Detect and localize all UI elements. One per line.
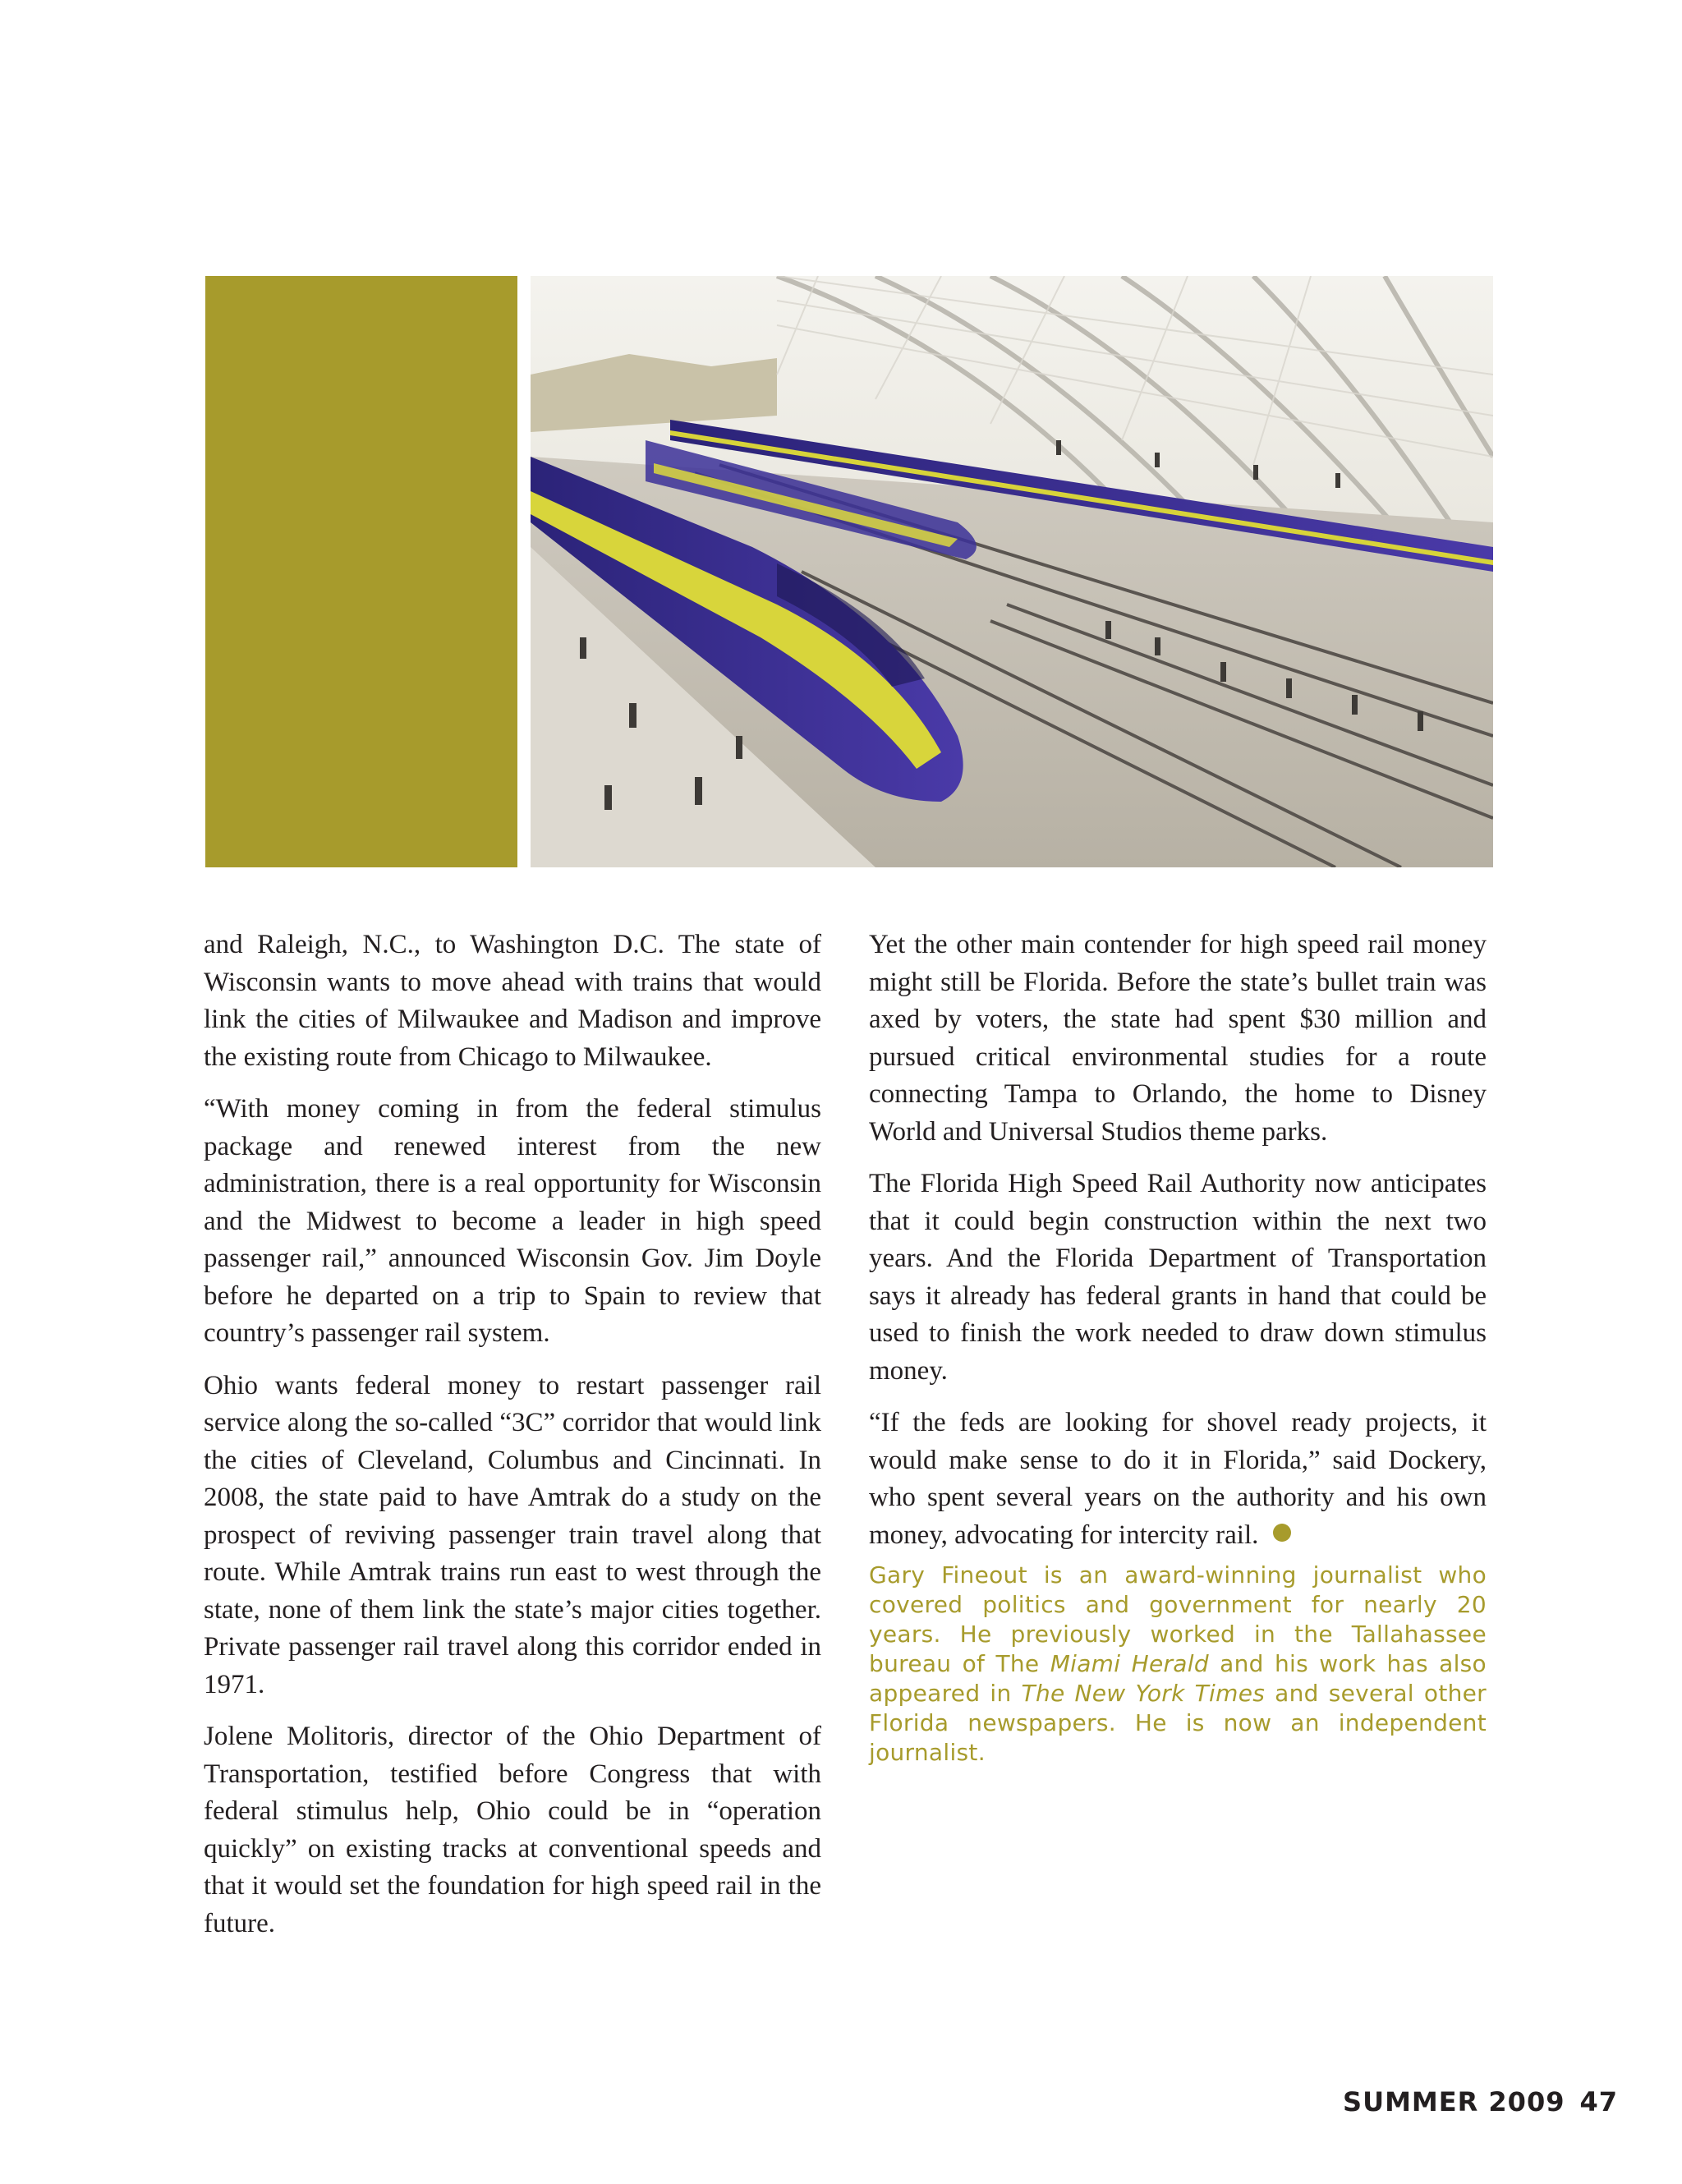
article-paragraph: The Florida High Speed Rail Authority now anticipates that it could begin construction within the next two years. And the Florida Department of Transportation says it already has federal grants in hand that could be used to finish the work needed to draw down stimulus money. — [869, 1169, 1487, 1386]
bio-text-2: and his work has also appeared in — [869, 1650, 1487, 1707]
bio-text-1: Gary Fineout is an award-winning journalist who covered politics and government for nearly 20 years. He previously worked in the Tallahassee bureau of The — [869, 1561, 1487, 1677]
article-paragraph-final — [869, 1405, 1487, 1554]
page-number: 47 — [1579, 2086, 1618, 2117]
article-column-right — [869, 926, 1487, 1768]
bio-italic-new-york-times: The New York Times — [1021, 1680, 1266, 1707]
bio-text-3: and several other Florida newspapers. He is now an independent journalist. — [869, 1680, 1487, 1766]
article-paragraph: Yet the other main contender for high speed rail money might still be Florida. Before the state’s bullet train was axed by voters, the state had spent $30 million and pursued critical environmental studies for a route connecting Tampa to Orlando, the home to Disney World and Universal Studios theme parks. — [869, 930, 1487, 1147]
article-paragraph: and Raleigh, N.C., to Washington D.C. The state of Wisconsin wants to move ahead with trains that would link the cities of Milwaukee and Madison and improve the existing route from Chicago to Milwaukee. — [204, 930, 821, 1072]
bio-italic-miami-herald: Miami Herald — [1050, 1650, 1209, 1677]
accent-color-block — [205, 276, 517, 867]
page-footer — [1343, 2086, 1618, 2117]
issue-label: SUMMER 2009 — [1343, 2086, 1565, 2117]
author-bio — [869, 1561, 1487, 1768]
final-paragraph-text: “If the feds are looking for shovel ready projects, it would make sense to do it in Florida,” said Dockery, who spent several years on the authority and his own money, advocating for intercity rail. — [869, 1408, 1487, 1550]
article-paragraph: Ohio wants federal money to restart passenger rail service along the so-called “3C” corridor that would link the cities of Cleveland, Columbus and Cincinnati. In 2008, the state paid to have Amtrak do a study on the prospect of reviving passenger train travel along that route. While Amtrak trains run east to west through the state, none of them link the state’s major cities together. Private passenger rail travel along this corridor ended in 1971. — [204, 1370, 821, 1699]
article-paragraph: Jolene Molitoris, director of the Ohio Department of Transportation, testified before Congress that with federal stimulus help, Ohio could be in “operation quickly” on existing tracks at conventional speeds and that it would set the foundation for high speed rail in the future. — [204, 1722, 821, 1938]
high-speed-train-station-illustration — [531, 276, 1493, 867]
article-end-dot-icon — [1273, 1524, 1291, 1542]
article-column-left — [204, 926, 821, 1957]
article-paragraph: “With money coming in from the federal stimulus package and renewed interest from the new administration, there is a real opportunity for Wisconsin and the Midwest to become a leader in high speed passenger rail,” announced Wisconsin Gov. Jim Doyle before he departed on a trip to Spain to review that country’s passenger rail system. — [204, 1094, 821, 1348]
